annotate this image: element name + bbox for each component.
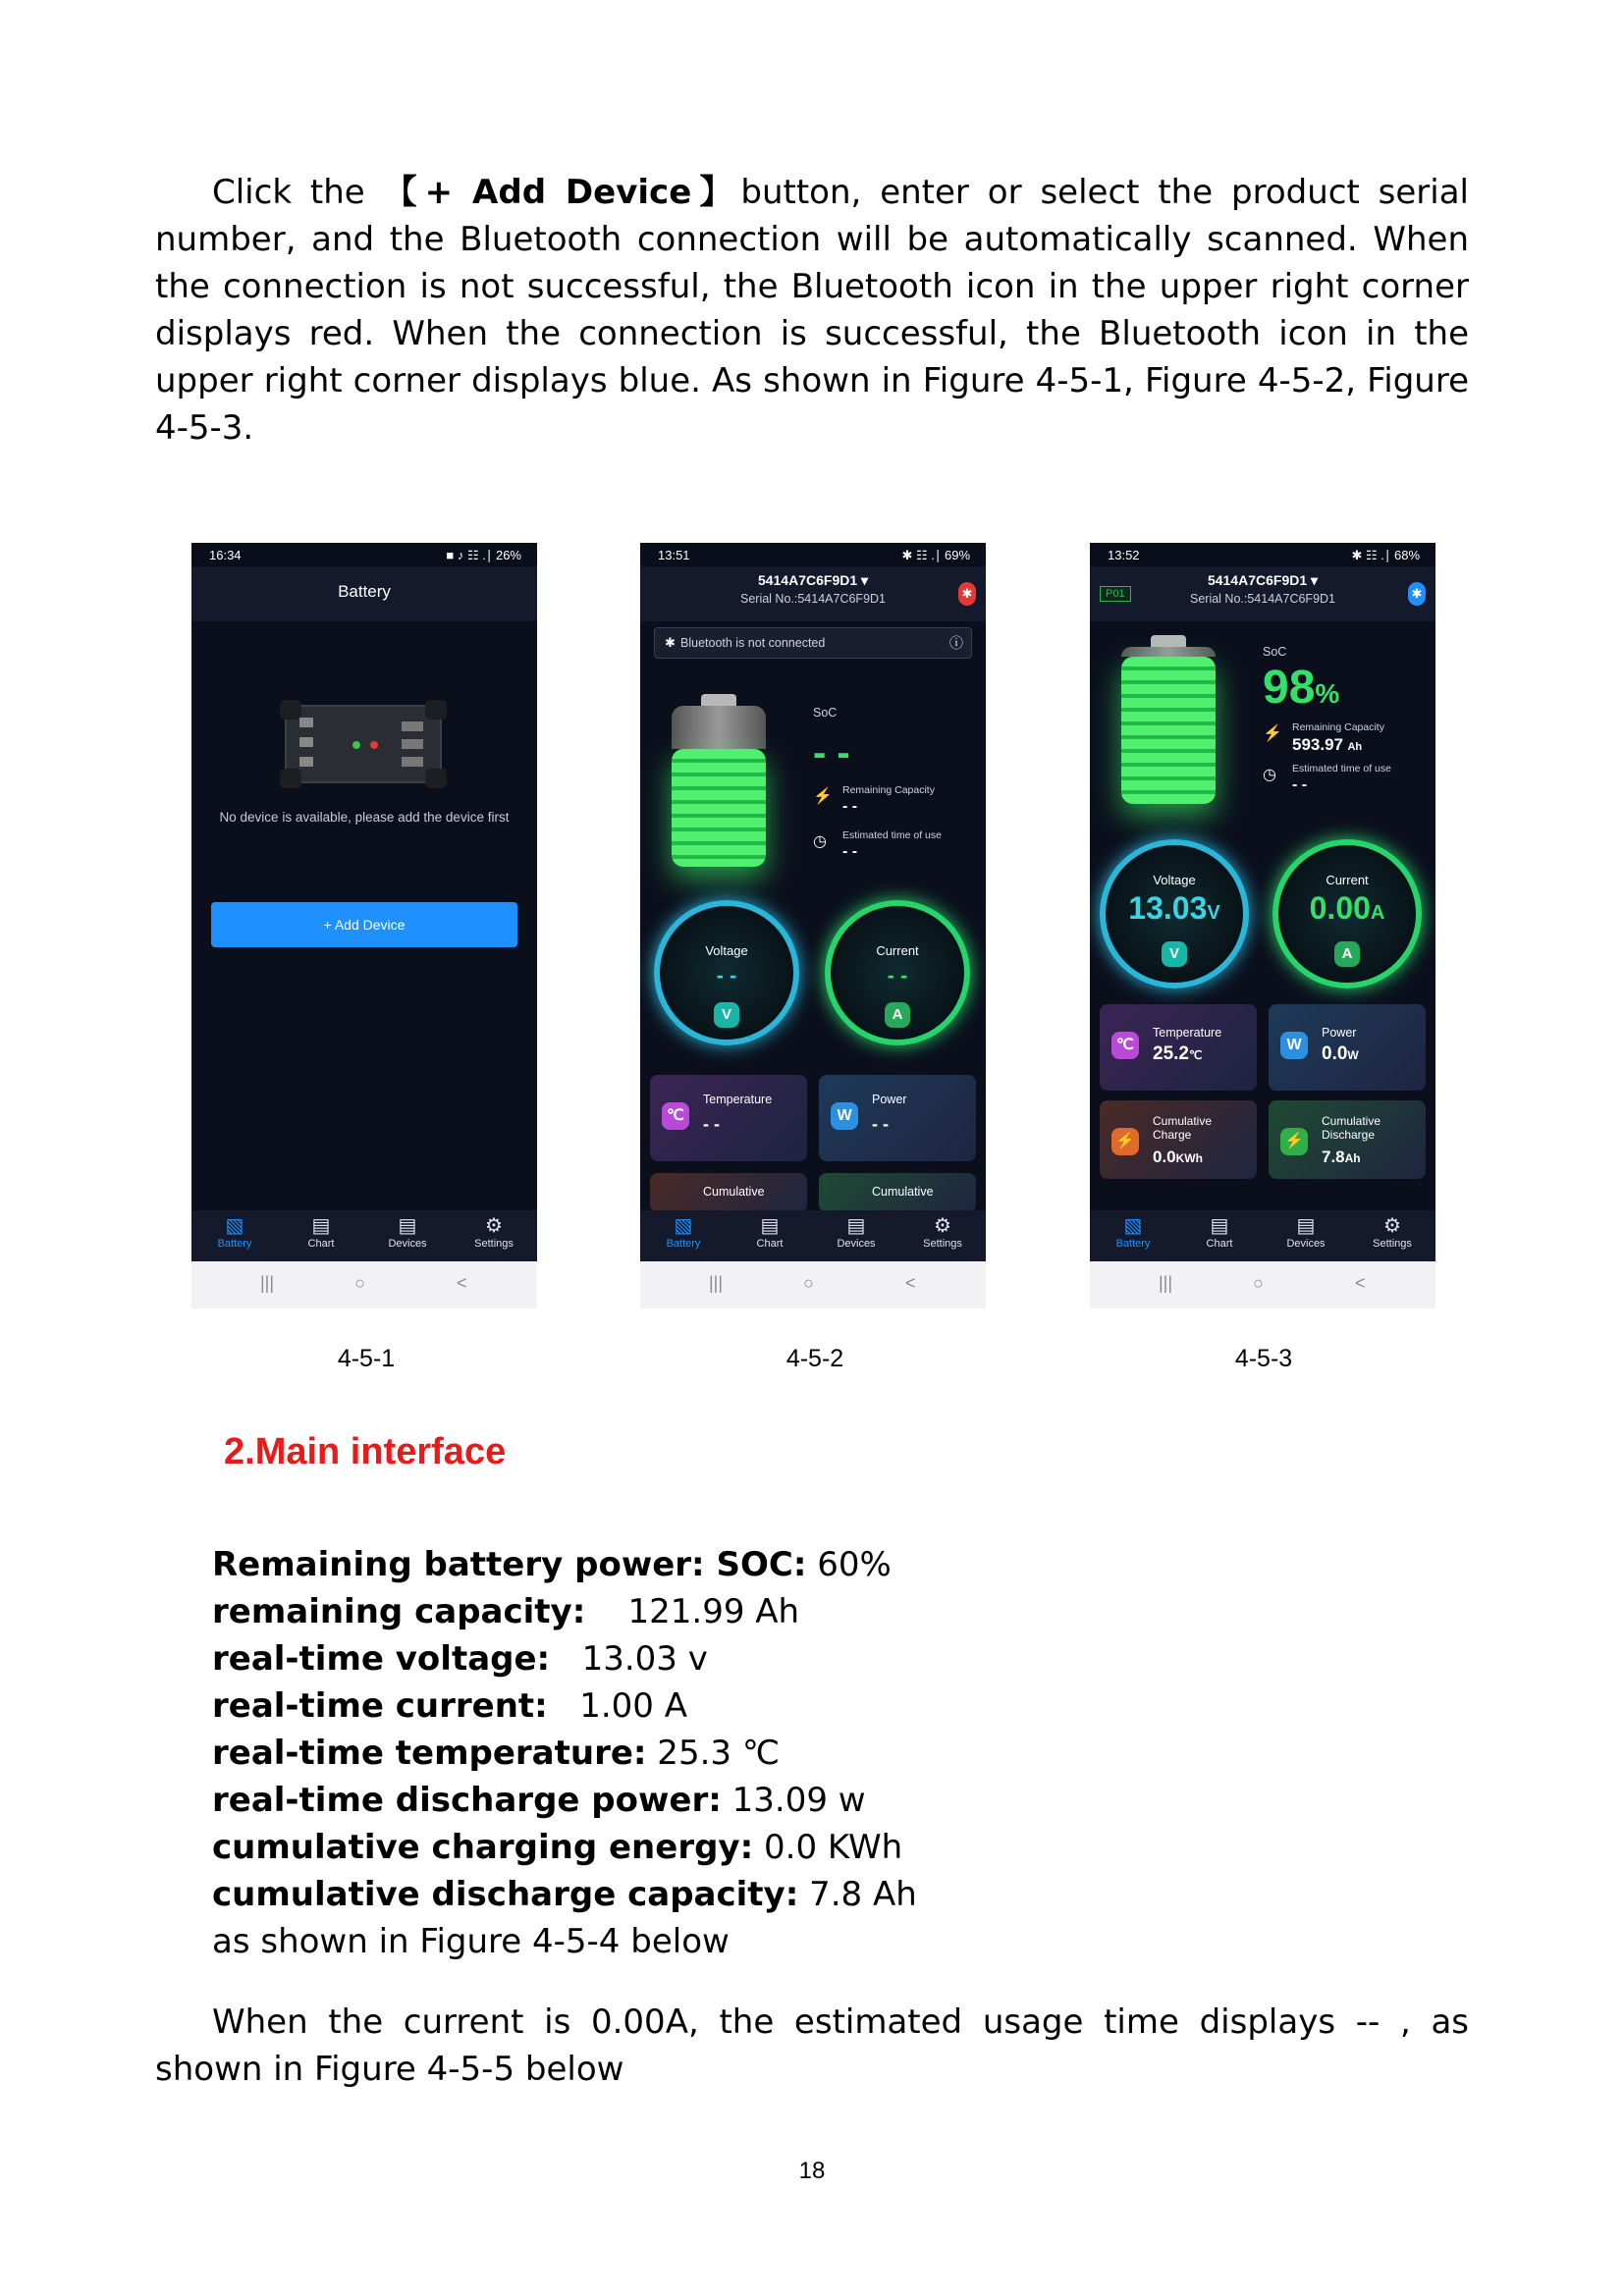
nav-battery[interactable] — [1090, 1214, 1176, 1250]
voltage-label: Voltage — [1153, 873, 1196, 887]
home-icon[interactable]: ○ — [1253, 1273, 1264, 1293]
remaining-capacity-label: Remaining Capacity — [1292, 721, 1384, 733]
system-nav-bar — [191, 1261, 537, 1308]
estimated-time-label: Estimated time of use — [1292, 763, 1391, 774]
bluetooth-icon: ✱ — [665, 635, 676, 650]
spec-label: real-time discharge power: — [212, 1781, 722, 1820]
nav-battery-label: Battery — [666, 1238, 701, 1250]
add-device-reference: 【+ Add Device】 — [383, 173, 741, 212]
spec-value: 13.09 w — [721, 1781, 866, 1820]
nav-devices-label: Devices — [1286, 1238, 1326, 1250]
spec-value: 25.3 ℃ — [646, 1734, 781, 1773]
help-icon[interactable]: ⓘ — [949, 635, 963, 651]
battery-level-graphic — [672, 694, 766, 871]
nav-battery[interactable] — [191, 1214, 278, 1250]
serial-number: Serial No.:5414A7C6F9D1 — [1190, 592, 1335, 606]
gear-icon: ⚙ — [934, 1215, 951, 1237]
spec-value: 13.03 v — [550, 1639, 708, 1679]
status-icons: ✱ ☷ .∣ 69% — [901, 548, 970, 562]
soc-label: SoC — [1263, 645, 1287, 659]
battery-icon: ▧ — [225, 1215, 244, 1237]
dashboard-body — [640, 621, 986, 1210]
spec-row — [212, 1682, 917, 1730]
spec-label: cumulative discharge capacity: — [212, 1875, 799, 1914]
soc-unit: % — [1315, 678, 1340, 709]
temperature-label: Temperature — [703, 1093, 773, 1106]
cumulative-charge-unit: KWh — [1175, 1151, 1203, 1165]
spec-row — [212, 1730, 917, 1777]
spec-value: 1.00 A — [547, 1686, 687, 1726]
battery-icon: ▧ — [674, 1215, 693, 1237]
voltage-value: 13.03 — [1128, 890, 1208, 926]
lightning-icon: ⚡ — [813, 788, 833, 805]
status-time: 13:51 — [658, 548, 690, 562]
back-icon[interactable]: < — [905, 1273, 916, 1293]
bottom-nav — [191, 1210, 537, 1261]
power-card — [819, 1075, 976, 1161]
current-value: 0.00 — [1309, 890, 1371, 926]
estimated-time-value: - - — [1292, 776, 1308, 793]
power-label: Power — [872, 1093, 907, 1106]
nav-devices-label: Devices — [837, 1238, 876, 1250]
bluetooth-icon-red[interactable]: ✱ — [958, 582, 976, 606]
nav-devices[interactable] — [364, 1214, 451, 1250]
temperature-label: Temperature — [1153, 1026, 1222, 1040]
bluetooth-icon-blue[interactable]: ✱ — [1408, 582, 1426, 606]
app-bar — [191, 566, 537, 621]
spec-label: cumulative charging energy: — [212, 1828, 754, 1867]
nav-devices-label: Devices — [388, 1238, 427, 1250]
specs-list — [212, 1541, 917, 1965]
status-icons: ■ ♪ ☷ .∣ 26% — [446, 548, 521, 562]
devices-icon: ▤ — [398, 1215, 417, 1237]
current-readout — [1278, 890, 1416, 927]
recents-icon[interactable]: ||| — [260, 1273, 275, 1293]
lightning-icon: ⚡ — [1263, 725, 1282, 742]
bottom-nav — [640, 1210, 986, 1261]
serial-number: Serial No.:5414A7C6F9D1 — [740, 592, 886, 606]
devices-icon: ▤ — [846, 1215, 866, 1237]
cumulative-discharge-label — [1322, 1114, 1380, 1142]
nav-settings-label: Settings — [1373, 1238, 1412, 1250]
spec-row — [212, 1824, 917, 1871]
current-unit: A — [1370, 902, 1385, 924]
device-tag: P01 — [1100, 586, 1131, 602]
cumulative-charge-label-2: Charge — [1153, 1128, 1192, 1142]
remaining-capacity-unit: Ah — [1347, 741, 1363, 753]
power-value: 0.0 — [1322, 1043, 1348, 1064]
voltage-value: - - — [716, 963, 737, 988]
nav-chart[interactable] — [727, 1214, 813, 1250]
nav-settings[interactable] — [1349, 1214, 1435, 1250]
power-card — [1269, 1004, 1426, 1091]
cumulative-charge-label-1: Cumulative — [1153, 1114, 1213, 1128]
current-a-icon: A — [885, 1002, 910, 1028]
soc-label: SoC — [813, 706, 838, 720]
nav-settings-label: Settings — [923, 1238, 962, 1250]
figure-4-5-1-screenshot — [191, 543, 537, 1308]
specs-footer: as shown in Figure 4-5-4 below — [212, 1922, 730, 1961]
status-bar — [191, 543, 537, 566]
temperature-card — [650, 1075, 807, 1161]
nav-battery-label: Battery — [217, 1238, 252, 1250]
spec-row — [212, 1635, 917, 1682]
status-bar — [640, 543, 986, 566]
voltage-label: Voltage — [705, 943, 748, 958]
closing-text: When the current is 0.00A, the estimated usage time displays -- , as shown in Figure 4-5-5 below — [155, 2002, 1469, 2089]
current-label: Current — [1326, 873, 1369, 887]
spec-row — [212, 1777, 917, 1824]
back-icon[interactable]: < — [1355, 1273, 1366, 1293]
charge-icon: ⚡ — [1111, 1128, 1139, 1155]
estimated-time-label: Estimated time of use — [842, 829, 942, 841]
chart-icon: ▤ — [311, 1215, 331, 1237]
cumulative-charge-card — [650, 1173, 807, 1212]
spec-row — [212, 1871, 917, 1918]
page-number: 18 — [798, 2158, 826, 2184]
system-nav-bar — [1090, 1261, 1435, 1308]
intro-text-1: Click the — [212, 173, 384, 212]
current-gauge — [825, 900, 970, 1045]
figure-caption-2: 4-5-2 — [785, 1345, 844, 1372]
spec-value: 7.8 Ah — [798, 1875, 917, 1914]
clock-icon: ◷ — [1263, 767, 1276, 783]
voltage-v-icon: V — [714, 1002, 739, 1028]
voltage-unit: V — [1207, 902, 1220, 924]
recents-icon[interactable]: ||| — [1159, 1273, 1173, 1293]
spec-value: 60% — [806, 1545, 892, 1584]
cumulative-discharge-label-1: Cumulative — [1322, 1114, 1381, 1128]
spec-label: remaining capacity: — [212, 1592, 586, 1631]
nav-devices[interactable] — [1263, 1214, 1349, 1250]
discharge-icon: ⚡ — [1280, 1128, 1308, 1155]
figure-4-5-2-screenshot — [640, 543, 986, 1308]
bluetooth-status-text: Bluetooth is not connected — [680, 636, 826, 650]
temperature-value: - - — [703, 1114, 720, 1134]
home-icon[interactable]: ○ — [803, 1273, 814, 1293]
temperature-card — [1100, 1004, 1257, 1091]
empty-state-body — [191, 621, 537, 1210]
spec-label: real-time voltage: — [212, 1639, 551, 1679]
nav-settings[interactable] — [451, 1214, 537, 1250]
nav-chart-label: Chart — [756, 1238, 784, 1250]
spec-label: Remaining battery power: SOC: — [212, 1545, 807, 1584]
spec-label: real-time current: — [212, 1686, 548, 1726]
remaining-capacity-readout — [1292, 735, 1362, 755]
cumulative-charge-label: Cumulative — [703, 1185, 765, 1199]
figure-caption-1: 4-5-1 — [337, 1345, 396, 1372]
nav-battery[interactable] — [640, 1214, 727, 1250]
spec-value: 0.0 KWh — [753, 1828, 903, 1867]
gear-icon: ⚙ — [1383, 1215, 1401, 1237]
intro-paragraph — [155, 169, 1469, 452]
power-readout — [1322, 1043, 1359, 1065]
nav-battery-label: Battery — [1115, 1238, 1151, 1250]
cumulative-discharge-unit: Ah — [1344, 1151, 1361, 1165]
empty-message: No device is available, please add the device first — [219, 810, 510, 825]
current-gauge — [1272, 839, 1422, 988]
nav-chart[interactable] — [1176, 1214, 1263, 1250]
cumulative-discharge-value: 7.8 — [1322, 1148, 1345, 1166]
back-icon[interactable]: < — [457, 1273, 467, 1293]
bottom-nav — [1090, 1210, 1435, 1261]
nav-chart-label: Chart — [307, 1238, 335, 1250]
app-bar — [1090, 566, 1435, 621]
nav-settings[interactable] — [899, 1214, 986, 1250]
power-label: Power — [1322, 1026, 1357, 1040]
closing-paragraph — [155, 1999, 1469, 2093]
soc-value: 98 — [1263, 662, 1316, 714]
cumulative-discharge-card — [819, 1173, 976, 1212]
remaining-capacity-value: - - — [842, 798, 858, 815]
thermometer-icon: ℃ — [1111, 1032, 1139, 1059]
power-value: - - — [872, 1114, 889, 1134]
remaining-capacity-value: 593.97 — [1292, 735, 1343, 754]
home-icon[interactable]: ○ — [354, 1273, 365, 1293]
spec-row — [212, 1541, 917, 1588]
chart-icon: ▤ — [760, 1215, 780, 1237]
device-selector[interactable]: 5414A7C6F9D1 ▾ — [1207, 572, 1319, 588]
figure-caption-3: 4-5-3 — [1234, 1345, 1293, 1372]
battery-icon: ▧ — [1123, 1215, 1143, 1237]
cumulative-discharge-readout — [1322, 1148, 1361, 1167]
voltage-gauge — [1100, 839, 1249, 988]
cumulative-charge-card — [1100, 1100, 1257, 1179]
status-icons: ✱ ☷ .∣ 68% — [1351, 548, 1420, 562]
app-bar — [640, 566, 986, 621]
spec-label: real-time temperature: — [212, 1734, 647, 1773]
device-illustration-icon — [280, 700, 447, 788]
dashboard-body — [1090, 621, 1435, 1210]
bluetooth-status-bar — [654, 627, 972, 659]
section-heading: 2.Main interface — [224, 1431, 507, 1472]
current-a-icon: A — [1334, 941, 1360, 967]
power-w-icon: W — [831, 1102, 858, 1130]
current-label: Current — [876, 943, 919, 958]
status-bar — [1090, 543, 1435, 566]
temperature-readout — [1153, 1043, 1202, 1065]
device-selector[interactable]: 5414A7C6F9D1 ▾ — [757, 572, 869, 588]
cumulative-discharge-label-2: Discharge — [1322, 1128, 1376, 1142]
nav-chart-label: Chart — [1206, 1238, 1233, 1250]
spec-row — [212, 1588, 917, 1635]
status-time: 13:52 — [1108, 548, 1140, 562]
clock-icon: ◷ — [813, 833, 827, 850]
cumulative-discharge-label: Cumulative — [872, 1185, 934, 1199]
recents-icon[interactable]: ||| — [709, 1273, 724, 1293]
figure-4-5-3-screenshot — [1090, 543, 1435, 1308]
gear-icon: ⚙ — [485, 1215, 503, 1237]
nav-devices[interactable] — [813, 1214, 899, 1250]
cumulative-charge-value: 0.0 — [1153, 1148, 1176, 1166]
soc-value: - - — [813, 731, 850, 774]
temperature-value: 25.2 — [1153, 1043, 1189, 1064]
voltage-gauge — [654, 900, 799, 1045]
nav-chart[interactable] — [278, 1214, 364, 1250]
temperature-unit: ℃ — [1188, 1048, 1203, 1062]
spec-value: 121.99 Ah — [585, 1592, 800, 1631]
cumulative-charge-label — [1153, 1114, 1212, 1142]
estimated-time-value: - - — [842, 843, 858, 860]
chart-icon: ▤ — [1210, 1215, 1229, 1237]
power-unit: W — [1347, 1048, 1359, 1062]
thermometer-icon: ℃ — [662, 1102, 689, 1130]
add-device-button[interactable]: + Add Device — [211, 902, 517, 947]
soc-readout — [1263, 661, 1339, 715]
screen-title: Battery — [338, 582, 391, 601]
current-value: - - — [887, 963, 908, 988]
cumulative-discharge-card — [1269, 1100, 1426, 1179]
status-time: 16:34 — [209, 548, 242, 562]
battery-level-graphic — [1121, 635, 1216, 808]
power-w-icon: W — [1280, 1032, 1308, 1059]
devices-icon: ▤ — [1296, 1215, 1316, 1237]
voltage-v-icon: V — [1162, 941, 1187, 967]
remaining-capacity-label: Remaining Capacity — [842, 784, 935, 796]
cumulative-charge-readout — [1153, 1148, 1203, 1167]
nav-settings-label: Settings — [474, 1238, 514, 1250]
voltage-readout — [1106, 890, 1243, 927]
system-nav-bar — [640, 1261, 986, 1308]
intro-text-2: button, enter or select the product serial number, and the Bluetooth connection will be automatically scanned. When the connection is not successful, the Bluetooth icon in the upper right corner displays red. When the connection is successful, the Bluetooth icon in the upper right corner displays blue. As shown in Figure 4-5-1, Figure 4-5-2, Figure 4-5-3. — [155, 173, 1469, 448]
